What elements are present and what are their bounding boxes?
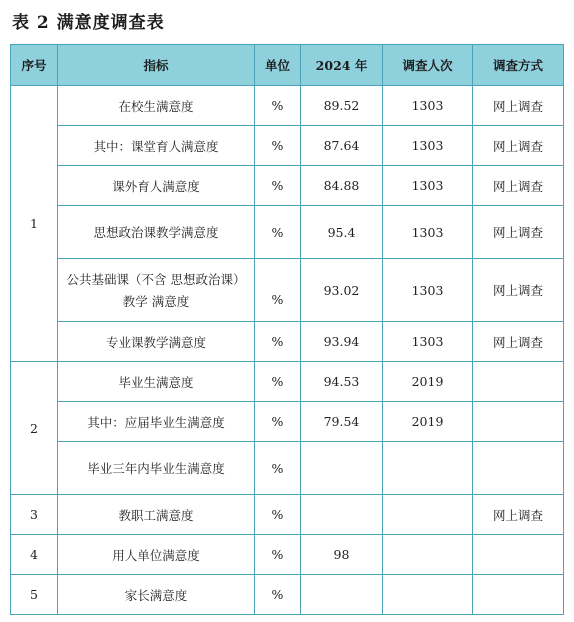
indicator-line: 公共基础课（不含 思想政治课）	[66, 272, 246, 287]
row-number: 5	[11, 575, 58, 615]
count-cell: 1303	[383, 166, 473, 206]
mode-cell	[473, 402, 564, 442]
row-number: 3	[11, 495, 58, 535]
table-row	[11, 166, 564, 206]
indicator-cell: 用人单位满意度	[58, 535, 255, 575]
value-cell	[301, 442, 383, 495]
indicator-cell: 家长满意度	[58, 575, 255, 615]
mode-cell	[473, 575, 564, 615]
count-cell: 1303	[383, 206, 473, 259]
mode-cell: 网上调查	[473, 322, 564, 362]
header-indicator: 指标	[58, 45, 255, 86]
table-row	[11, 86, 564, 126]
unit-cell: %	[255, 575, 301, 615]
table-row	[11, 575, 564, 615]
value-cell: 89.52	[301, 86, 383, 126]
row-number: 2	[11, 362, 58, 495]
value-cell: 98	[301, 535, 383, 575]
unit-cell: %	[255, 442, 301, 495]
row-number: 4	[11, 535, 58, 575]
mode-cell: 网上调查	[473, 259, 564, 322]
value-cell: 87.64	[301, 126, 383, 166]
table-row	[11, 495, 564, 535]
table-row	[11, 259, 564, 322]
unit-cell: %	[255, 166, 301, 206]
unit-cell: %	[255, 206, 301, 259]
table-row	[11, 206, 564, 259]
unit-cell: %	[255, 535, 301, 575]
count-cell: 2019	[383, 362, 473, 402]
table-row	[11, 322, 564, 362]
count-cell	[383, 535, 473, 575]
unit-cell: %	[255, 495, 301, 535]
table-caption: 表 2 满意度调查表	[12, 13, 165, 33]
value-cell	[301, 495, 383, 535]
satisfaction-table	[10, 44, 564, 615]
mode-cell: 网上调查	[473, 86, 564, 126]
unit-cell: %	[255, 362, 301, 402]
value-cell: 94.53	[301, 362, 383, 402]
mode-cell: 网上调查	[473, 495, 564, 535]
count-cell	[383, 495, 473, 535]
count-cell: 1303	[383, 259, 473, 322]
value-cell	[301, 575, 383, 615]
table-row	[11, 402, 564, 442]
mode-cell: 网上调查	[473, 206, 564, 259]
indicator-cell: 毕业生满意度	[58, 362, 255, 402]
unit-cell: %	[255, 402, 301, 442]
unit-cell: %	[255, 86, 301, 126]
unit-cell: %	[255, 259, 301, 322]
table-row	[11, 442, 564, 495]
count-cell: 1303	[383, 126, 473, 166]
mode-cell	[473, 442, 564, 495]
value-cell: 79.54	[301, 402, 383, 442]
indicator-cell: 其中：应届毕业生满意度	[58, 402, 255, 442]
value-cell: 95.4	[301, 206, 383, 259]
header-unit: 单位	[255, 45, 301, 86]
indicator-cell: 毕业三年内毕业生满意度	[58, 442, 255, 495]
count-cell: 1303	[383, 86, 473, 126]
value-cell: 93.02	[301, 259, 383, 322]
value-cell: 93.94	[301, 322, 383, 362]
header-no: 序号	[11, 45, 58, 86]
indicator-cell: 在校生满意度	[58, 86, 255, 126]
table-row	[11, 362, 564, 402]
indicator-cell: 其中：课堂育人满意度	[58, 126, 255, 166]
table-row	[11, 535, 564, 575]
header-row	[11, 45, 564, 86]
mode-cell	[473, 535, 564, 575]
indicator-cell: 思想政治课教学满意度	[58, 206, 255, 259]
mode-cell: 网上调查	[473, 126, 564, 166]
count-cell	[383, 442, 473, 495]
table-row	[11, 126, 564, 166]
header-year: 2024 年	[301, 45, 383, 86]
count-cell	[383, 575, 473, 615]
unit-cell: %	[255, 322, 301, 362]
mode-cell: 网上调查	[473, 166, 564, 206]
count-cell: 2019	[383, 402, 473, 442]
header-mode: 调查方式	[473, 45, 564, 86]
header-count: 调查人次	[383, 45, 473, 86]
mode-cell	[473, 362, 564, 402]
indicator-cell	[58, 259, 255, 322]
indicator-cell: 专业课教学满意度	[58, 322, 255, 362]
count-cell: 1303	[383, 322, 473, 362]
unit-cell: %	[255, 126, 301, 166]
value-cell: 84.88	[301, 166, 383, 206]
indicator-line: 教学 满意度	[122, 294, 190, 309]
indicator-cell: 课外育人满意度	[58, 166, 255, 206]
indicator-cell: 教职工满意度	[58, 495, 255, 535]
row-number: 1	[11, 86, 58, 362]
